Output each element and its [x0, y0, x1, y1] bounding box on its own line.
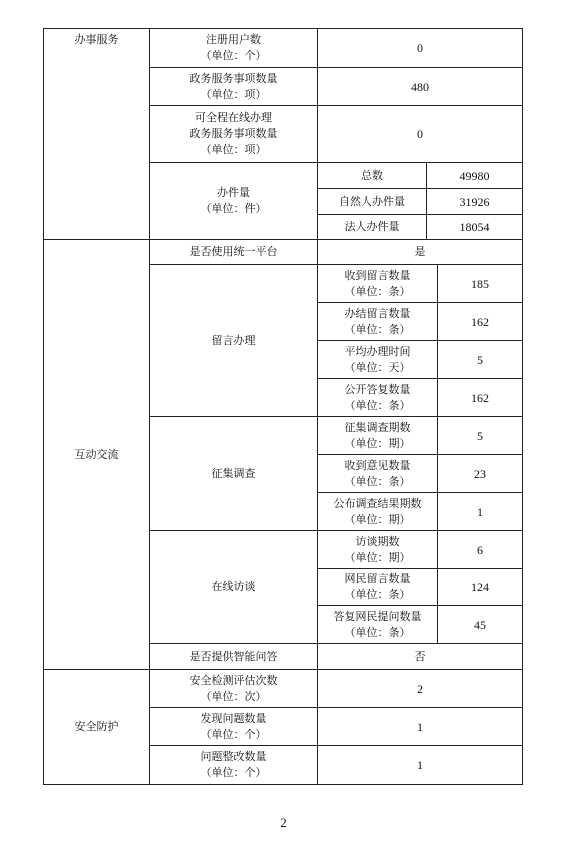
- metric-value: 5: [477, 428, 483, 443]
- messages-avg-time-value: [438, 341, 522, 378]
- service-items-value: [318, 68, 522, 105]
- interview-answered-value: [438, 606, 522, 643]
- metric-unit: （单位：期）: [344, 436, 411, 450]
- metric-unit: （单位：个）: [200, 766, 267, 779]
- metric-value: 45: [474, 617, 486, 632]
- metric-label: 政务服务事项数量: [189, 127, 278, 140]
- metric-label: 安全检测评估次数: [189, 673, 278, 687]
- page-number: 2: [280, 815, 287, 830]
- metric-label: 是否使用统一平台: [189, 245, 278, 258]
- metric-value: 480: [411, 79, 429, 94]
- metric-label: 办结留言数量: [344, 306, 411, 320]
- metric-value: 23: [474, 466, 486, 481]
- metric-value: 6: [477, 542, 483, 557]
- handled-legal-label: [318, 215, 426, 239]
- metric-value: 1: [477, 504, 483, 519]
- messages-public-replies-label: [318, 379, 437, 416]
- metric-label: 在线访谈: [211, 580, 256, 593]
- messages-completed-label: [318, 303, 437, 340]
- metric-value: 162: [471, 390, 489, 405]
- smart-qa-value: [318, 644, 522, 669]
- metric-unit: （单位：件）: [200, 202, 267, 215]
- metric-label: 问题整改数量: [200, 750, 267, 763]
- metric-label: 办件量: [217, 186, 250, 199]
- metric-label: 注册用户数: [206, 33, 261, 46]
- metric-value: 185: [471, 276, 489, 291]
- messages-received-label: [318, 265, 437, 302]
- metric-label: 自然人办件量: [339, 194, 405, 208]
- metric-unit: （单位：期）: [344, 512, 411, 526]
- security-checks-value: [318, 670, 522, 707]
- metric-unit: （单位：期）: [344, 550, 411, 564]
- survey-label: [150, 417, 317, 530]
- metric-unit: （单位：条）: [344, 588, 411, 601]
- metric-label: 征集调查期数: [344, 420, 411, 434]
- messages-avg-time-label: [318, 341, 437, 378]
- handled-legal-value: [427, 215, 522, 239]
- metric-value: 0: [417, 41, 423, 55]
- interview-netizen-messages-label: [318, 569, 437, 605]
- metric-unit: （单位：条）: [344, 322, 411, 336]
- metric-unit: （单位：天）: [344, 360, 411, 374]
- metric-value: 31926: [459, 194, 490, 209]
- metric-label: 发现问题数量: [200, 711, 267, 725]
- metric-label: 收到留言数量: [344, 268, 411, 282]
- interview-answered-label: [318, 606, 437, 643]
- handled-label: [150, 163, 317, 239]
- metric-unit: （单位：条）: [344, 474, 411, 488]
- survey-opinions-value: [438, 455, 522, 492]
- metric-value: 124: [471, 580, 489, 594]
- metric-unit: （单位：个）: [200, 727, 267, 741]
- metric-label: 征集调查: [211, 466, 256, 480]
- metric-unit: （单位：条）: [344, 625, 411, 639]
- metric-value: 162: [471, 314, 489, 329]
- section-label-security: [44, 670, 149, 784]
- issues-found-value: [318, 708, 522, 745]
- section-label-service: [44, 29, 149, 239]
- issues-found-label: [150, 708, 317, 745]
- security-checks-label: [150, 670, 317, 707]
- handled-natural-label: [318, 189, 426, 214]
- survey-results-value: [438, 493, 522, 530]
- metric-value: 49980: [459, 168, 490, 183]
- metric-label: 总数: [361, 168, 383, 182]
- metric-unit: （单位：条）: [344, 284, 411, 298]
- metric-value: 是: [414, 245, 426, 258]
- metric-unit: （单位：个）: [200, 49, 267, 62]
- handled-total-label: [318, 163, 426, 188]
- online-items-value: [318, 106, 522, 162]
- section-label-text: 安全防护: [74, 720, 119, 733]
- smart-qa-label: [150, 644, 317, 669]
- metric-label: 收到意见数量: [344, 458, 411, 472]
- metric-value: 1: [417, 719, 423, 734]
- metric-label: 可全程在线办理: [195, 111, 272, 124]
- metric-unit: （单位：条）: [344, 398, 411, 412]
- registered-users-label: [150, 29, 317, 67]
- metric-label: 答复网民提问数量: [333, 609, 422, 623]
- service-items-label: [150, 68, 317, 105]
- metric-unit: （单位：项）: [200, 143, 267, 156]
- section-label-text: 互动交流: [74, 447, 119, 461]
- metric-value: 18054: [459, 220, 490, 234]
- handled-total-value: [427, 163, 522, 188]
- messages-completed-value: [438, 303, 522, 340]
- metric-value: 1: [417, 758, 423, 772]
- metric-unit: （单位：次）: [200, 689, 267, 703]
- survey-opinions-label: [318, 455, 437, 492]
- handled-natural-value: [427, 189, 522, 214]
- messages-public-replies-value: [438, 379, 522, 416]
- interview-label: [150, 531, 317, 643]
- issues-fixed-value: [318, 746, 522, 784]
- unified-platform-value: [318, 240, 522, 264]
- metric-label: 公布调查结果期数: [333, 496, 422, 510]
- metric-label: 法人办件量: [344, 220, 400, 233]
- metric-label: 是否提供智能问答: [189, 649, 278, 663]
- row-divider: [43, 784, 523, 785]
- survey-periods-label: [318, 417, 437, 454]
- table-border-right: [522, 28, 523, 785]
- survey-periods-value: [438, 417, 522, 454]
- metric-label: 留言办理: [211, 333, 256, 347]
- metric-value: 否: [414, 649, 426, 663]
- unified-platform-label: [150, 240, 317, 264]
- section-label-interaction: [44, 240, 149, 669]
- section-label-text: 办事服务: [74, 33, 119, 46]
- metric-value: 2: [417, 681, 423, 696]
- messages-received-value: [438, 265, 522, 302]
- online-items-label: [150, 106, 317, 162]
- survey-results-label: [318, 493, 437, 530]
- metric-label: 公开答复数量: [344, 382, 411, 396]
- metric-label: 访谈期数: [355, 534, 400, 548]
- metric-value: 5: [477, 352, 483, 367]
- registered-users-value: [318, 29, 522, 67]
- metric-value: 0: [417, 127, 423, 141]
- metric-label: 平均办理时间: [344, 344, 411, 358]
- interview-periods-label: [318, 531, 437, 568]
- messages-label: [150, 265, 317, 416]
- metric-unit: （单位：项）: [200, 87, 267, 101]
- interview-periods-value: [438, 531, 522, 568]
- issues-fixed-label: [150, 746, 317, 784]
- interview-netizen-messages-value: [438, 569, 522, 605]
- metric-label: 网民留言数量: [344, 572, 411, 585]
- metric-label: 政务服务事项数量: [189, 71, 278, 85]
